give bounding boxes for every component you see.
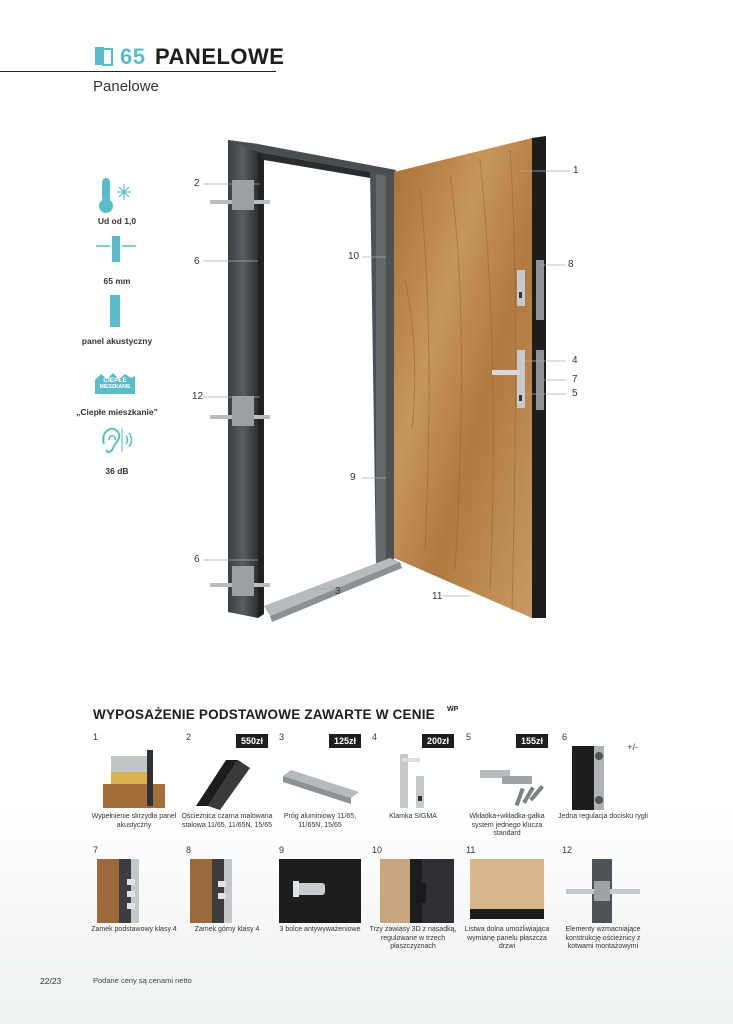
panel-icon bbox=[96, 293, 136, 333]
card-caption: Listwa dolna umożliwiająca wymianę panelu płaszcza drzwi bbox=[464, 926, 550, 950]
thickness-icon bbox=[96, 232, 136, 272]
frame-image bbox=[186, 746, 268, 810]
callout-1: 1 bbox=[573, 165, 579, 176]
equipment-card-9 bbox=[279, 845, 361, 945]
price-badge: 125zł bbox=[329, 734, 361, 748]
thermometer-snowflake-icon bbox=[96, 176, 136, 216]
callout-2: 2 bbox=[194, 178, 200, 189]
card-number: 8 bbox=[186, 845, 192, 855]
card-number: 11 bbox=[466, 845, 476, 855]
card-number: 12 bbox=[562, 845, 573, 855]
equipment-superscript: WP bbox=[447, 706, 459, 713]
callout-6b: 6 bbox=[194, 554, 200, 565]
card-number: 3 bbox=[279, 732, 285, 742]
bottom-strip-image bbox=[466, 859, 548, 923]
series-number: 65 bbox=[120, 44, 146, 69]
adjust-badge: +/- bbox=[627, 742, 638, 752]
card-caption: Trzy zawiasy 3D z nasadką, regulowane w trzech płaszczyznach bbox=[369, 926, 457, 950]
feature-label-cieple: „Ciepłe mieszkanie” bbox=[76, 407, 158, 417]
cylinder-image bbox=[466, 746, 548, 810]
equipment-card-8 bbox=[186, 845, 268, 945]
lock-image bbox=[93, 859, 175, 923]
card-caption: Zamek górny klasy 4 bbox=[194, 926, 260, 933]
card-caption: Wypełnienie skrzydła panel akustyczny bbox=[91, 813, 177, 829]
card-caption: Ościeżnica czarna malowana stalowa 11/65, 11/65N, 15/65 bbox=[181, 813, 273, 829]
equipment-card-5 bbox=[466, 732, 548, 837]
card-number: 7 bbox=[93, 845, 99, 855]
equipment-card-4 bbox=[372, 732, 454, 832]
card-number: 9 bbox=[279, 845, 285, 855]
ear-sound-icon bbox=[96, 422, 136, 462]
card-number: 5 bbox=[466, 732, 472, 742]
price-badge: 155zł bbox=[516, 734, 548, 748]
door-series-icon bbox=[93, 45, 115, 67]
callout-10: 10 bbox=[348, 251, 360, 262]
equipment-card-12 bbox=[562, 845, 644, 950]
card-number: 2 bbox=[186, 732, 192, 742]
upper-lock-image bbox=[186, 859, 268, 923]
card-number: 6 bbox=[562, 732, 568, 742]
callout-5: 5 bbox=[572, 388, 578, 399]
feature-label-thickness: 65 mm bbox=[103, 276, 131, 286]
equipment-card-10 bbox=[369, 845, 457, 950]
price-note: Podane ceny są cenami netto bbox=[93, 976, 192, 985]
card-caption: Klamka SIGMA bbox=[389, 813, 437, 820]
anti-lift-bolt-image bbox=[279, 859, 361, 923]
logo-text-line2: MIESZKANIE bbox=[99, 384, 131, 390]
equipment-card-7 bbox=[93, 845, 175, 945]
threshold-image bbox=[279, 746, 361, 810]
equipment-title: WYPOSAŻENIE PODSTAWOWE ZAWARTE W CENIE bbox=[93, 707, 435, 722]
frame-reinforcement-image bbox=[562, 859, 644, 923]
door-illustration bbox=[180, 130, 600, 630]
callout-12: 12 bbox=[192, 391, 204, 402]
page-number: 22/23 bbox=[40, 976, 62, 986]
callout-9: 9 bbox=[350, 472, 356, 483]
card-caption: Wkładka+wkładka-gałka system jednego klucza standard bbox=[469, 813, 545, 837]
callout-3: 3 bbox=[335, 586, 341, 597]
callout-6a: 6 bbox=[194, 256, 200, 267]
hinge-image bbox=[372, 859, 454, 923]
feature-label-panel: panel akustyczny bbox=[81, 336, 153, 346]
card-caption: Próg aluminiowy 11/65, 11/65N, 15/65 bbox=[283, 813, 357, 829]
equipment-card-11 bbox=[464, 845, 550, 950]
price-badge: 200zł bbox=[422, 734, 454, 748]
card-caption: Zamek podstawowy klasy 4 bbox=[91, 926, 177, 933]
page-subtitle: Panelowe bbox=[93, 78, 159, 95]
callout-8: 8 bbox=[568, 259, 574, 270]
card-number: 1 bbox=[93, 732, 99, 742]
equipment-card-6 bbox=[558, 732, 648, 832]
card-caption: 3 bolce antywyważeniowe bbox=[279, 926, 361, 933]
handle-image bbox=[372, 746, 454, 810]
card-caption: Jedna regulacja docisku rygli bbox=[558, 813, 648, 820]
equipment-card-1 bbox=[93, 732, 175, 832]
panel-fill-image bbox=[93, 746, 175, 810]
equipment-card-3 bbox=[279, 732, 361, 832]
callout-11: 11 bbox=[432, 591, 443, 602]
feature-label-thermal: Ud od 1,0 bbox=[97, 216, 137, 226]
equipment-card-2 bbox=[181, 732, 273, 832]
cieple-mieszkanie-logo-icon bbox=[93, 370, 137, 396]
bolt-adjust-image bbox=[562, 746, 644, 810]
header-rule bbox=[0, 71, 276, 72]
card-number: 4 bbox=[372, 732, 378, 742]
card-caption: Elementy wzmacniające konstrukcję ościeżnicy z kotwami montażowymi bbox=[565, 926, 641, 950]
logo-text-line1: CIEPŁE bbox=[103, 377, 127, 384]
callout-7: 7 bbox=[572, 374, 578, 385]
feature-label-acoustic: 36 dB bbox=[105, 466, 129, 476]
card-number: 10 bbox=[372, 845, 383, 855]
price-badge: 550zł bbox=[236, 734, 268, 748]
series-name: PANELOWE bbox=[155, 44, 285, 69]
callout-4: 4 bbox=[572, 355, 578, 366]
